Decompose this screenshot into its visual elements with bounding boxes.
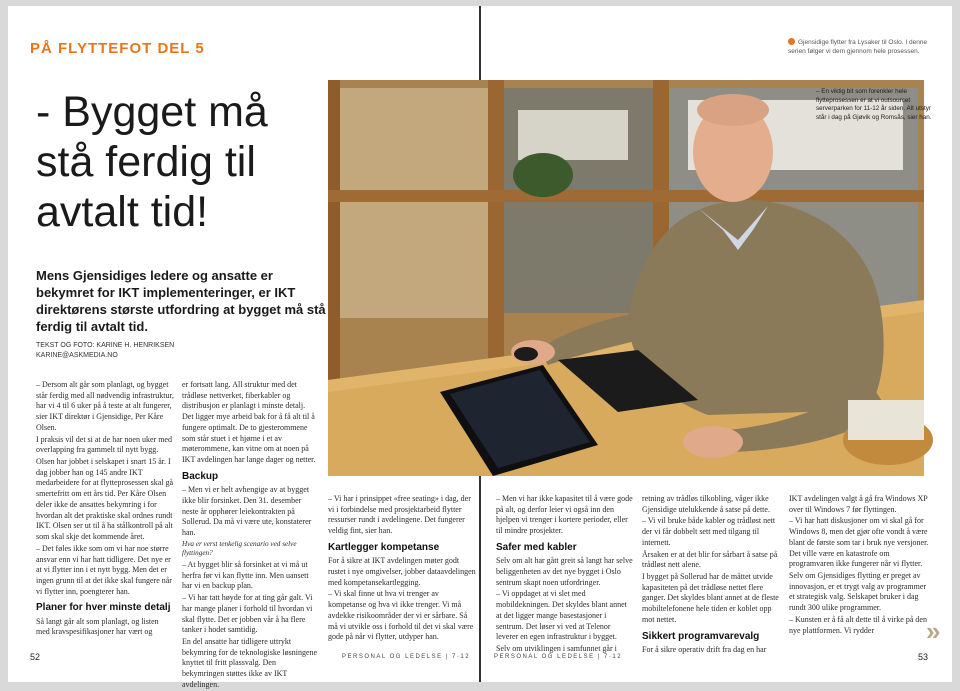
paragraph: – Vi vil bruke både kabler og trådløst nett der vi får dobbelt sett med tilgang til internett. <box>642 516 776 547</box>
subheading: Safer med kabler <box>496 541 577 553</box>
subheading: Backup <box>182 470 219 482</box>
text-column-4 <box>496 494 634 654</box>
text-column-3 <box>328 494 476 646</box>
paragraph: – At bygget blir så forsinket at vi må ut herfra før vi kan flytte inn. Men uansett har vi en backup plan. <box>182 560 309 591</box>
subheading: Planer for hver minste detalj <box>36 602 171 614</box>
page-number-right: 53 <box>918 652 929 662</box>
paragraph: Selv om Gjensidiges flytting er preget av innovasjon, er et trygt valg av programmer et strategisk valg. Selskapet bruker i dag rundt 300 ulike programmer. <box>789 571 927 613</box>
paragraph: – Men vi har ikke kapasitet til å være gode på alt, og derfor leier vi også inn den hjelpen vi trenger i kortere perioder, eller til mindre prosjekter. <box>496 494 633 536</box>
text-column-6 <box>789 494 929 646</box>
magazine-footer-right: PERSONAL OG LEDELSE | 7·12 <box>494 654 623 660</box>
paragraph: IKT avdelingen valgt å gå fra Windows XP over til Windows 7 før flyttingen. <box>789 494 928 514</box>
article-title: - Bygget må stå ferdig til avtalt tid! <box>36 88 268 236</box>
text-column-1 <box>36 380 174 646</box>
photo-illustration <box>328 80 924 476</box>
paragraph: Så langt går alt som planlagt, og listen med kravspesifikasjoner har vært og <box>36 616 159 637</box>
paragraph: En del ansatte har tidligere uttrykt bekymring for de teknologiske løsningene knyttet til fritt plassvalg. Den bekymringen støttes ikke av IKT avdelingen. <box>182 637 318 689</box>
paragraph: For å sikre operativ drift fra dag en har <box>642 645 767 655</box>
paragraph: Olsen har jobbet i selskapet i snart 15 år. I dag jobber han og 145 andre IKT medarbeidere for at flytteprosessen skal gå smertefritt om ett års tid. Per Kåre Olsen deler ikke de ansattes bekymring i for hvordan alt det praktiske skal ordnes rundt IKT. Olsen ser ut til å ha stålkontroll på alt som skal skje det kommende året. <box>36 457 174 542</box>
question: Hva er verst tenkelig scenario ved selve flyttingen? <box>182 539 297 558</box>
paragraph: – Kunsten er å få alt dette til å virke på den nye plattformen. Vi rydder <box>789 614 927 635</box>
subheading: Kartlegger kompetanse <box>328 541 440 553</box>
photo-caption: – En viktig bit som forenkler hele flytteprosessen er at vi outsourcet serverparken for 11-12 år siden. Alt utstyr står i dag på Gjøvik og Romsås, sier han. <box>816 88 932 121</box>
article-deck: Mens Gjensidiges ledere og ansatte er bekymret for IKT implementeringer, er IKT direktørens største utfordring at bygget må stå ferdig til avtalt tid. <box>36 268 326 334</box>
portrait-photo <box>328 80 924 476</box>
magazine-footer-left: PERSONAL OG LEDELSE | 7·12 <box>342 654 471 660</box>
byline <box>36 341 174 361</box>
paragraph: – Vi har tatt høyde for at ting går galt. Vi har mange planer i forhold til hvordan vi skal flytte. Det er jobben vår å ha flere tanker i hodet samtidig. <box>182 593 313 635</box>
series-label: PÅ FLYTTEFOT DEL 5 <box>30 40 205 57</box>
paragraph: – Vi har hatt diskusjoner om vi skal gå for Windows 8, men det gjør ofte vondt å være blant de første som tar i bruk nye versjoner. Det ville være en katastrofe om programvaren ikke fungerer når vi flytter. <box>789 516 929 569</box>
series-note <box>788 38 938 57</box>
paragraph: I bygget på Sollerud har de måttet utvide kapasiteten på det trådløse nettet flere ganger. Det skyldes blant annet at de fleste mobiltelefonene hele tiden er koblet opp mot nettet. <box>642 572 779 624</box>
subheading: Sikkert programvarevalg <box>642 630 760 642</box>
text-column-2 <box>182 380 318 689</box>
text-column-5 <box>642 494 780 655</box>
double-chevron-right-icon: » <box>926 616 937 646</box>
paragraph: retning av trådløs tilkobling, våger ikke Gjensidige utelukkende å satse på dette. <box>642 494 770 514</box>
paragraph: I praksis vil det si at de har noen uker med overlapping fra gammelt til nytt bygg. <box>36 434 172 455</box>
paragraph: – Det føles ikke som om vi har noe større ansvar enn vi har hatt tidligere. Det nye er at vi flytter inn i et nytt bygg. Men det er ingen grunn til at det ikke skal fungere når vi flytter inn, poengterer han. <box>36 543 172 596</box>
paragraph: Selv om utviklingen i samfunnet går i <box>496 644 617 654</box>
paragraph: er fortsatt lang. All struktur med det trådløse nettverket, fiberkabler og distribusjon er planlagt i minste detalj. Det ligger mye arbeid bak for å få alt til å fungere optimalt. De to gjesterommene som står stuet i et hjørne i et av møterommene, kan vitne om at noen på IKT avdelingen har lange dager og netter. <box>182 380 316 465</box>
paragraph: – Vi oppdaget at vi slet med mobildekningen. Det skyldes blant annet at det ligger mange basestasjoner i sentrum. Det løser vi ved at Telenor leverer en egen infrastruktur i bygget. <box>496 589 627 642</box>
orange-dot-icon <box>788 38 795 45</box>
paragraph: – Vi skal finne ut hva vi trenger av kompetanse og hva vi ikke trenger. Vi må avdekke risikoområder der vi er sårbare. Så må vi utvikle oss i forhold til det vi skal være gode på når vi flytter, utdyper han. <box>328 589 474 642</box>
paragraph: For å sikre at IKT avdelingen møter godt rustet i nye omgivelser, jobber dataavdelingen med kompetansekartlegging. <box>328 556 476 587</box>
byline-author: TEKST OG FOTO: KARINE H. HENRIKSEN <box>36 342 175 349</box>
page-number-left: 52 <box>30 652 41 662</box>
series-note-text: Gjensidige flytter fra Lysaker til Oslo. I denne serien følger vi dem gjennom hele prosessen. <box>788 39 928 55</box>
paragraph: Årsaken er at det blir for sårbart å satse på trådløst nett alene. <box>642 549 778 570</box>
byline-email: KARINE@ASKMEDIA.NO <box>36 351 118 359</box>
paragraph: – Dersom alt går som planlagt, og bygget står ferdig med all nødvendig infrastruktur, har vi 4 til 6 uker på å teste at alt fungerer, sier IKT direktør i Gjensidige, Per Kåre Olsen. <box>36 380 174 432</box>
paragraph: – Men vi er helt avhengige av at bygget ikke blir forsinket. Den 31. desember neste år opphører leiekontrakten på Sollerud. Da må vi være ute, konstaterer han. <box>182 485 312 538</box>
paragraph: Selv om alt har gått greit så langt har selve beliggenheten av det nye bygget i Oslo sentrum skapt noen utfordringer. <box>496 556 633 587</box>
paragraph: – Vi har i prinsippet «free seating» i dag, der vi i forbindelse med prosjektarbeid flytter ressurser rundt i avdelingene. Det fungerer veldig fint, sier han. <box>328 494 471 536</box>
